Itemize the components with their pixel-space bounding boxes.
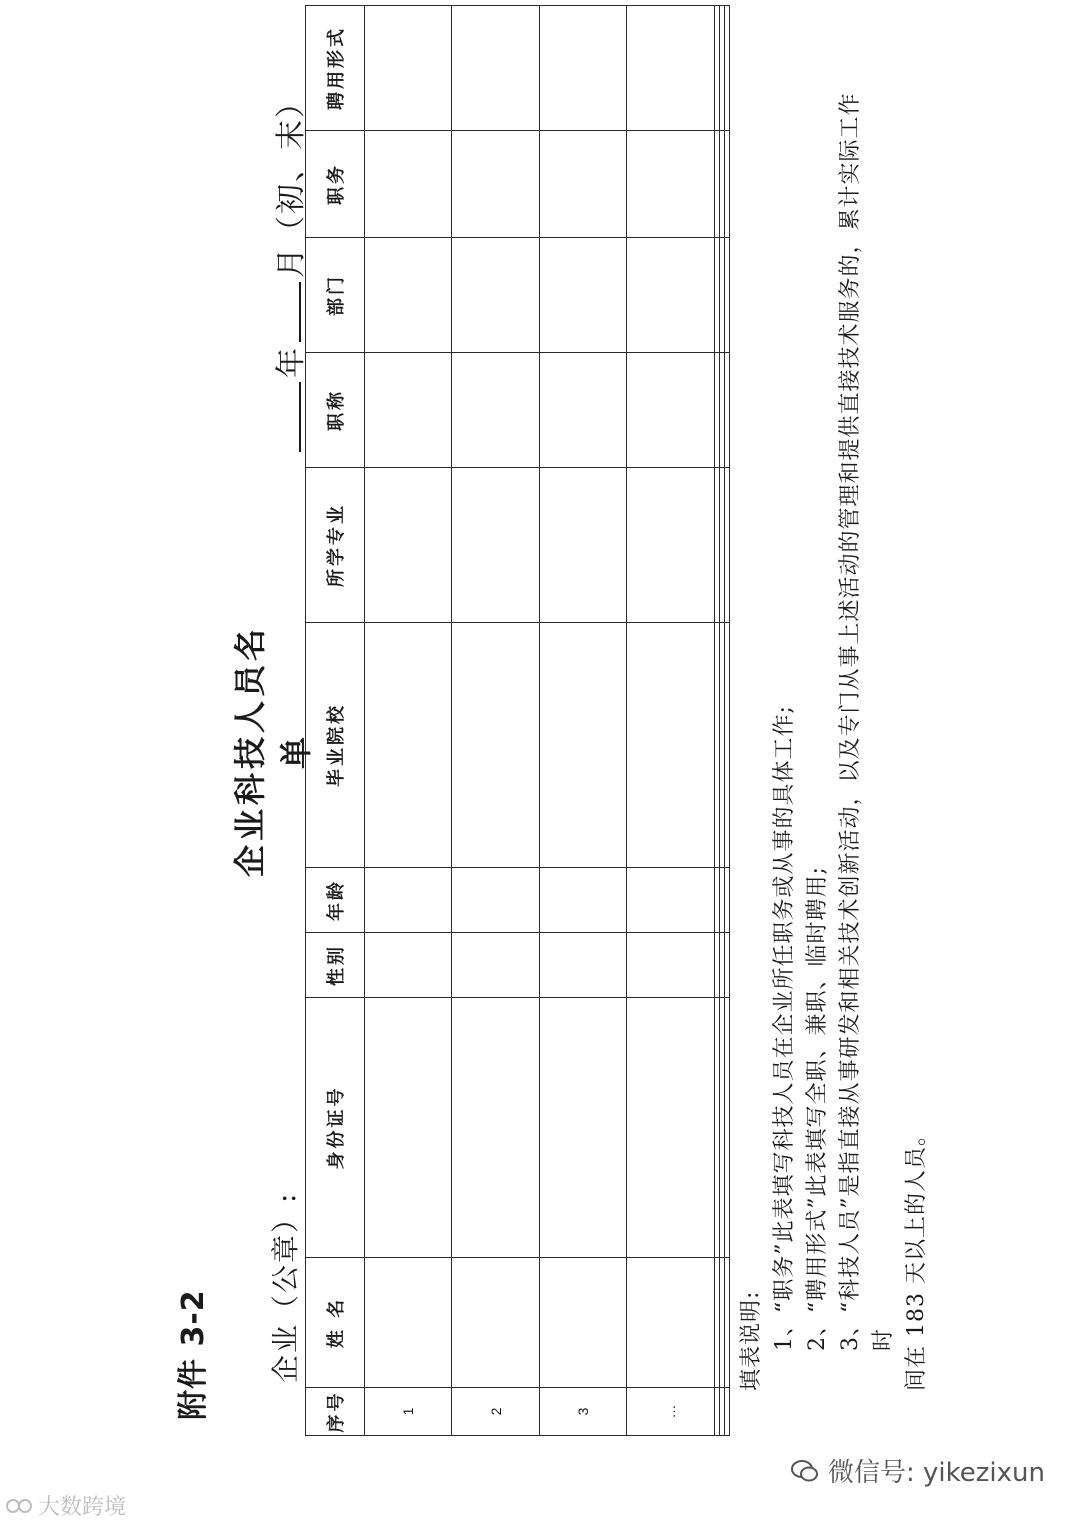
table-cell[interactable] xyxy=(724,1258,729,1388)
table-cell[interactable] xyxy=(724,238,729,353)
wechat-watermark xyxy=(790,1452,1045,1489)
table-cell[interactable] xyxy=(365,6,452,131)
table-row xyxy=(452,6,539,1436)
header-position: 职务 xyxy=(306,131,365,238)
table-cell[interactable] xyxy=(452,868,539,933)
table-cell[interactable] xyxy=(724,131,729,238)
brand-watermark-text: 大数跨境 xyxy=(38,1495,127,1520)
personnel-table xyxy=(305,5,730,1436)
note-item-2: 2、“聘用形式”此表填写全职、兼职、临时聘用; xyxy=(805,866,830,1351)
table-cell[interactable] xyxy=(365,998,452,1258)
row-index-cell[interactable]: 3 xyxy=(539,1388,626,1436)
table-cell[interactable] xyxy=(452,131,539,238)
brand-watermark xyxy=(4,1490,126,1521)
table-cell[interactable] xyxy=(724,933,729,998)
table-cell[interactable] xyxy=(724,868,729,933)
company-seal-label: 企业（公章）: xyxy=(269,1191,302,1383)
table-cell[interactable] xyxy=(539,868,626,933)
note-item-3-continued: 间在 183 天以上的人员。 xyxy=(904,1123,929,1391)
attachment-label: 附件 3-2 xyxy=(176,1289,211,1420)
table-cell[interactable] xyxy=(365,623,452,868)
header-school: 毕业院校 xyxy=(306,623,365,868)
table-cell[interactable] xyxy=(365,131,452,238)
table-cell[interactable] xyxy=(452,623,539,868)
note-item-3: 3、“科技人员”是指直接从事研发和相关技术创新活动，以及专门从事上述活动的管理和提供直接技术服务的，累计实际工作时 xyxy=(838,92,896,1351)
row-index-cell[interactable]: 2 xyxy=(452,1388,539,1436)
table-cell[interactable] xyxy=(365,353,452,468)
month-blank xyxy=(299,282,301,342)
table-cell[interactable] xyxy=(627,131,714,238)
table-cell[interactable] xyxy=(627,868,714,933)
table-cell[interactable] xyxy=(452,353,539,468)
period-label: （初、末） xyxy=(274,86,309,246)
table-cell[interactable] xyxy=(724,353,729,468)
header-title: 职称 xyxy=(306,353,365,468)
table-cell[interactable] xyxy=(627,468,714,623)
table-cell[interactable] xyxy=(539,6,626,131)
filling-notes xyxy=(735,91,933,1391)
table-cell[interactable] xyxy=(539,1258,626,1388)
date-line xyxy=(266,86,310,456)
table-cell[interactable] xyxy=(365,238,452,353)
wechat-id-text: 微信号: yikezixun xyxy=(828,1458,1045,1488)
header-department: 部门 xyxy=(306,238,365,353)
table-cell[interactable] xyxy=(539,131,626,238)
table-cell[interactable] xyxy=(627,6,714,131)
header-employment-type: 聘用形式 xyxy=(306,6,365,131)
table-cell[interactable] xyxy=(539,468,626,623)
note-item-1: 1、“职务”此表填写科技人员在企业所任职务或从事的具体工作; xyxy=(772,705,797,1351)
header-major: 所学专业 xyxy=(306,468,365,623)
table-row xyxy=(539,6,626,1436)
year-blank xyxy=(299,382,301,452)
table-cell[interactable] xyxy=(724,623,729,868)
table-cell[interactable] xyxy=(627,998,714,1258)
header-id-number: 身份证号 xyxy=(306,998,365,1258)
table-cell[interactable] xyxy=(724,6,729,131)
table-cell[interactable] xyxy=(627,623,714,868)
month-char: 月 xyxy=(274,246,309,278)
table-row xyxy=(365,6,452,1436)
notes-heading: 填表说明: xyxy=(739,1290,764,1391)
row-index-cell[interactable] xyxy=(724,1388,729,1436)
table-cell[interactable] xyxy=(539,353,626,468)
table-cell[interactable] xyxy=(539,933,626,998)
header-gender: 性别 xyxy=(306,933,365,998)
table-header-row xyxy=(306,6,365,1436)
table-cell[interactable] xyxy=(452,468,539,623)
table-cell[interactable] xyxy=(539,623,626,868)
table-cell[interactable] xyxy=(365,468,452,623)
table-cell[interactable] xyxy=(627,1258,714,1388)
table-cell[interactable] xyxy=(452,933,539,998)
header-name: 姓 名 xyxy=(306,1258,365,1388)
table-cell[interactable] xyxy=(365,933,452,998)
table-cell[interactable] xyxy=(539,998,626,1258)
row-index-cell[interactable]: 1 xyxy=(365,1388,452,1436)
row-index-cell[interactable]: … xyxy=(627,1388,714,1436)
wechat-icon xyxy=(790,1456,820,1486)
page-title: 企业科技人员名单 xyxy=(231,625,315,878)
table-cell[interactable] xyxy=(452,998,539,1258)
table-cell[interactable] xyxy=(452,238,539,353)
table-row xyxy=(724,6,729,1436)
year-char: 年 xyxy=(274,346,309,378)
table-cell[interactable] xyxy=(452,6,539,131)
table-cell[interactable] xyxy=(452,1258,539,1388)
table-cell[interactable] xyxy=(539,238,626,353)
table-cell[interactable] xyxy=(365,1258,452,1388)
header-index: 序号 xyxy=(306,1388,365,1436)
table-body xyxy=(365,6,730,1436)
table-cell[interactable] xyxy=(365,868,452,933)
table-cell[interactable] xyxy=(627,353,714,468)
table-cell[interactable] xyxy=(724,998,729,1258)
table-cell[interactable] xyxy=(724,468,729,623)
header-age: 年龄 xyxy=(306,868,365,933)
brand-logo-icon xyxy=(4,1491,34,1521)
table-cell[interactable] xyxy=(627,238,714,353)
table-cell[interactable] xyxy=(627,933,714,998)
table-row xyxy=(627,6,714,1436)
